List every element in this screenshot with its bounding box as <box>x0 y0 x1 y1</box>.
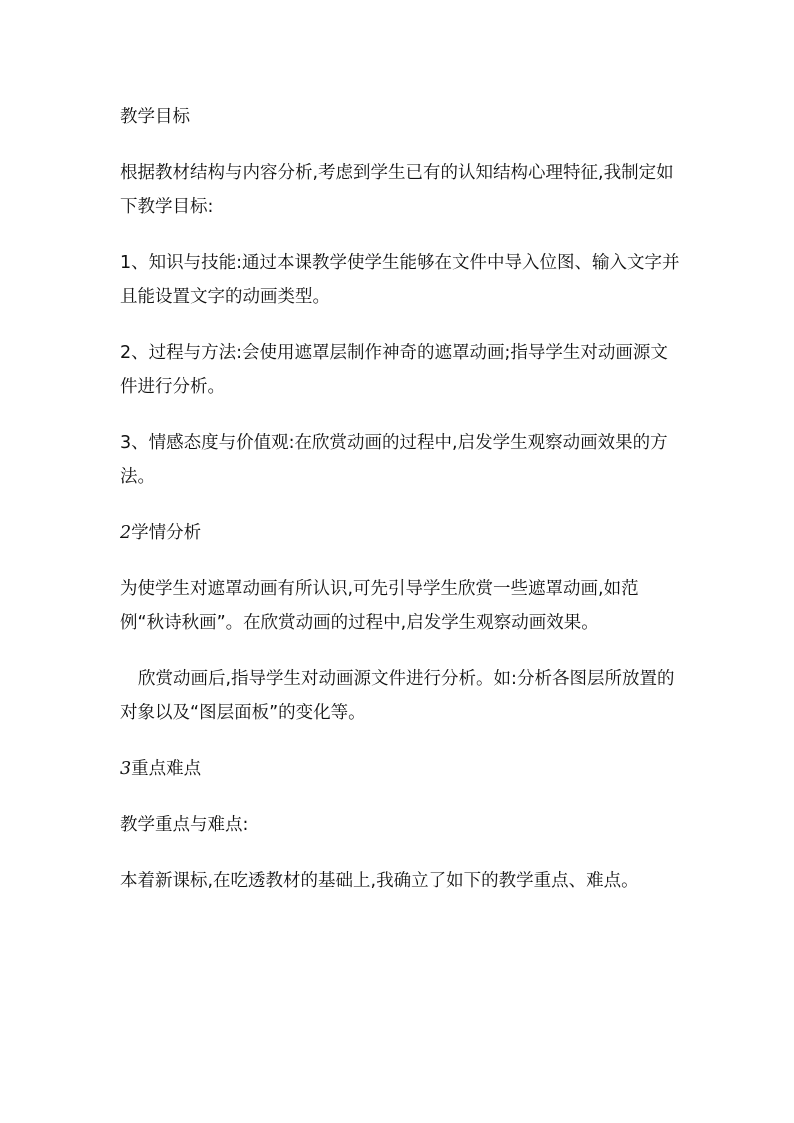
paragraph-key-points-heading: 教学重点与难点: <box>120 815 249 835</box>
paragraph-intro: 根据教材结构与内容分析,考虑到学生已有的认知结构心理特征,我制定如下教学目标: <box>120 163 674 217</box>
heading-number: 3 <box>120 759 132 779</box>
heading-number: 2 <box>120 523 132 543</box>
paragraph-key-points: 本着新课标,在吃透教材的基础上,我确立了如下的教学重点、难点。 <box>120 871 639 891</box>
list-item-process-method: 2、过程与方法:会使用遮罩层制作神奇的遮罩动画;指导学生对动画源文件进行分析。 <box>120 343 668 397</box>
heading-learning-analysis <box>120 516 680 550</box>
paragraph-learning-analysis-2: 欣赏动画后,指导学生对动画源文件进行分析。如:分析各图层所放置的对象以及“图层面板”的变化等。 <box>120 669 675 723</box>
heading-text: 重点难点 <box>131 759 202 779</box>
document-body <box>120 100 680 920</box>
heading-teaching-objectives: 教学目标 <box>120 107 190 127</box>
list-item-emotion-values: 3、情感态度与价值观:在欣赏动画的过程中,启发学生观察动画效果的方法。 <box>120 433 668 487</box>
paragraph-learning-analysis-1: 为使学生对遮罩动画有所认识,可先引导学生欣赏一些遮罩动画,如范例“秋诗秋画”。在欣赏动画的过程中,启发学生观察动画效果。 <box>120 579 639 633</box>
heading-text: 学情分析 <box>131 523 202 543</box>
list-item-knowledge-skills: 1、知识与技能:通过本课教学使学生能够在文件中导入位图、输入文字并且能设置文字的动画类型。 <box>120 253 680 307</box>
heading-key-difficult-points <box>120 752 680 786</box>
